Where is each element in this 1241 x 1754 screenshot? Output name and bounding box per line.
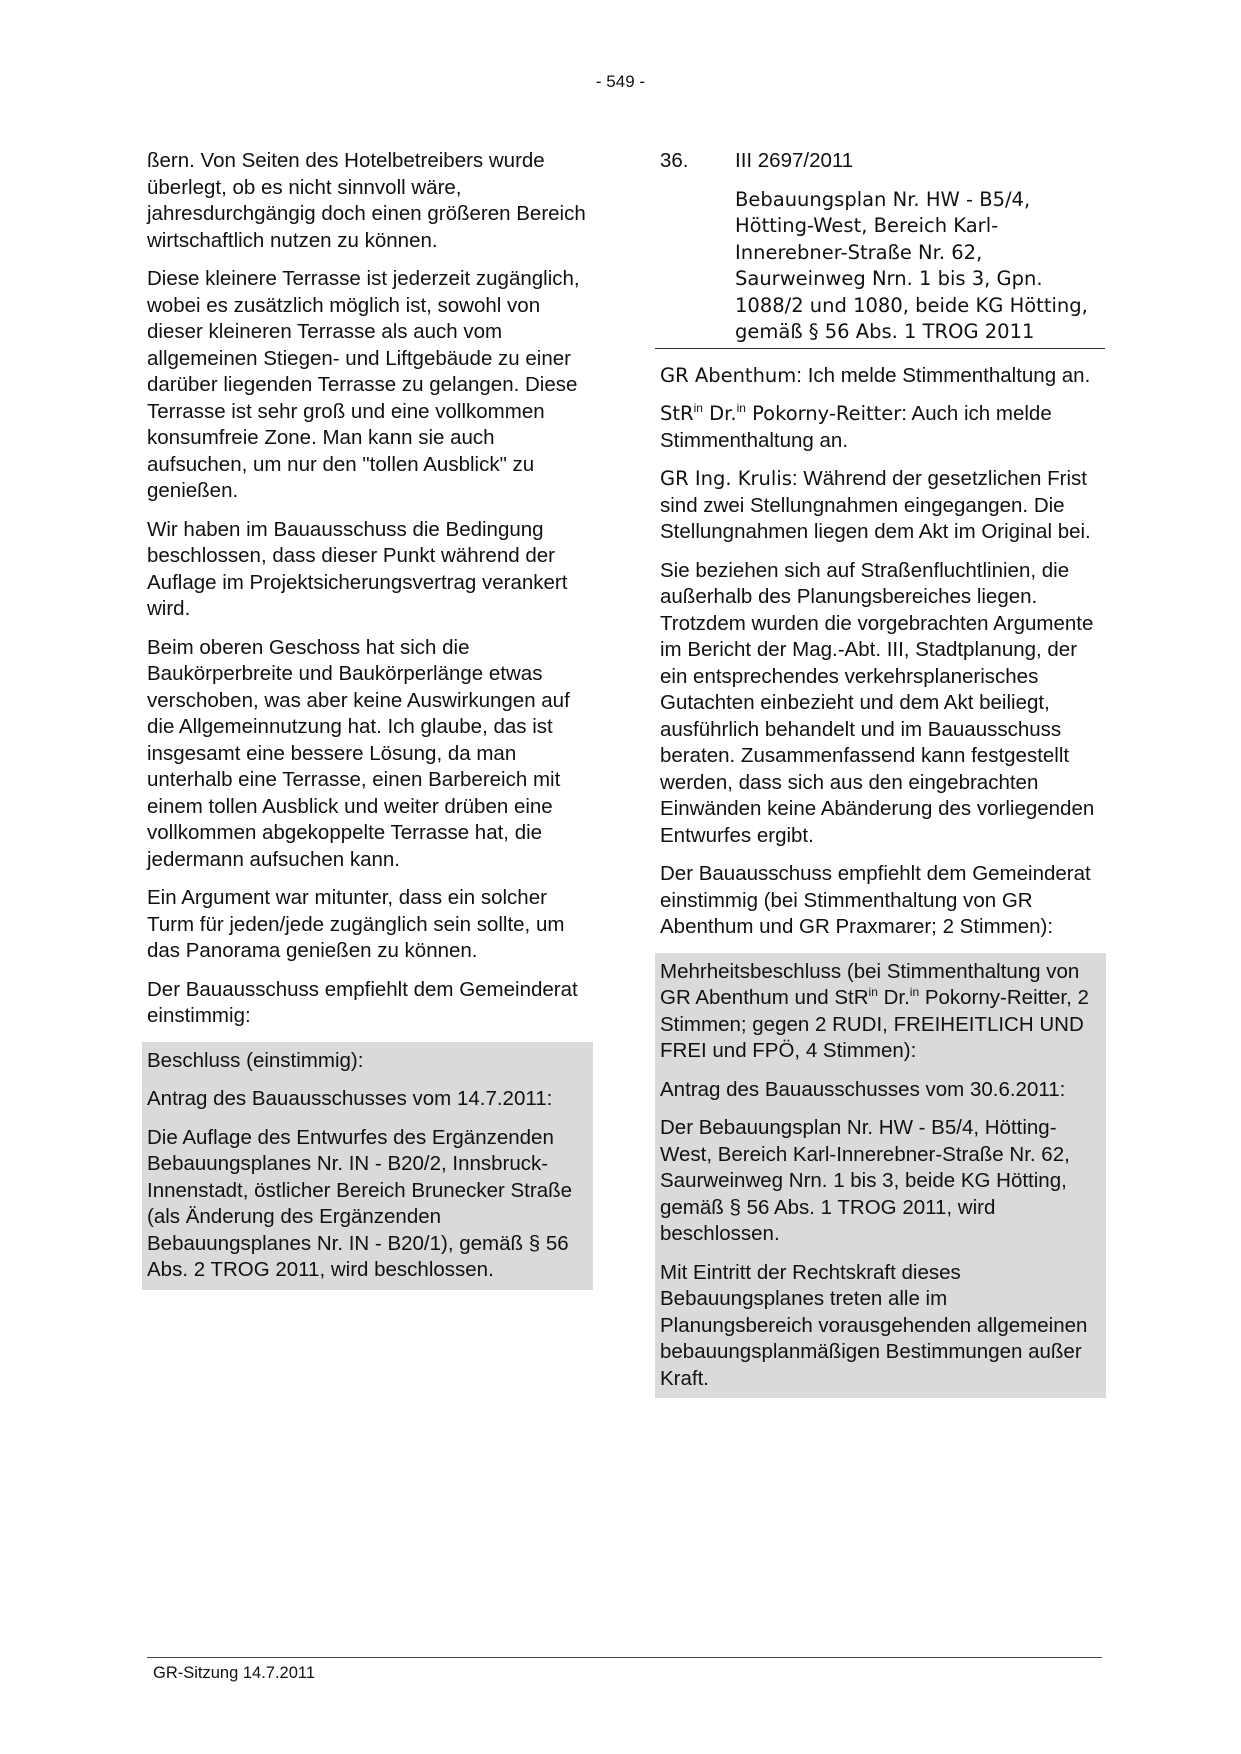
speech	[660, 363, 1100, 390]
resolution-title-part: Mehrheitsbeschluss (bei Stimmenthaltung von GR Abenthum und StR	[660, 959, 1080, 1009]
speech-text: : Auch ich melde Stimmenthaltung an.	[660, 402, 1052, 452]
superscript: in	[909, 985, 920, 1000]
left-column	[147, 148, 587, 1290]
footer-text: GR-Sitzung 14.7.2011	[153, 1664, 316, 1682]
divider	[655, 348, 1105, 349]
resolution-title	[660, 959, 1100, 1065]
resolution-text: Mit Eintritt der Rechtskraft dieses Bebauungsplanes treten alle im Planungsbereich vorausgehenden allgemeinen bebauungsplanmäßigen Bestimmungen außer Kraft.	[660, 1260, 1088, 1390]
superscript: in	[693, 401, 703, 416]
paragraph: Wir haben im Bauausschuss die Bedingung beschlossen, dass dieser Punkt während der Auflage im Projektsicherungsvertrag verankert wird.	[147, 517, 568, 620]
speech	[660, 401, 1100, 454]
resolution-title: Beschluss (einstimmig):	[147, 1048, 364, 1072]
agenda-item-title: Bebauungsplan Nr. HW - B5/4, Hötting-West, Bereich Karl-Innerebner-Straße Nr. 62, Saurweinweg Nrn. 1 bis 3, Gpn. 1088/2 und 1080, beide KG Hötting, gemäß § 56 Abs. 1 TROG 2011	[735, 187, 1088, 343]
agenda-item-header	[660, 148, 1100, 175]
resolution-title-part: Pokorny-Reitter, 2 Stimmen; gegen 2 RUDI, FREIHEITLICH UND FREI und FPÖ, 4 Stimmen):	[660, 986, 1089, 1062]
speaker-name: GR Ing. Krulis	[660, 467, 792, 490]
page-number: - 549 -	[595, 72, 646, 91]
resolution-motion: Antrag des Bauausschusses vom 30.6.2011:	[660, 1077, 1066, 1101]
speech	[660, 466, 1100, 546]
superscript: in	[736, 401, 746, 416]
superscript: in	[868, 985, 878, 1000]
paragraph: Sie beziehen sich auf Straßenfluchtlinien, die außerhalb des Planungsbereiches liegen. Trotzdem wurden die vorgebrachten Argumente im Bericht der Mag.-Abt. III, Stadtplanung, der ein entsprechendes verkehrsplanerisches Gutachten einbezieht und dem Akt beiliegt, ausführlich behandelt und im Bauausschuss beraten. Zusammenfassend kann festgestellt werden, dass sich aus den eingebrachten Einwänden keine Abänderung des vorliegenden Entwurfes ergibt.	[660, 558, 1095, 847]
resolution-title-part: Dr.	[877, 986, 910, 1009]
paragraph: ßern. Von Seiten des Hotelbetreibers wurde überlegt, ob es nicht sinnvoll wäre, jahresdurchgängig doch einen größeren Bereich wirtschaftlich nutzen zu können.	[147, 149, 586, 252]
speaker-title: StR	[660, 402, 694, 425]
speaker-name: GR Abenthum	[660, 363, 797, 387]
resolution-box	[655, 953, 1106, 1399]
resolution-box	[142, 1042, 593, 1290]
speech-text: : Ich melde Stimmenthaltung an.	[796, 363, 1091, 387]
paragraph: Der Bauausschuss empfiehlt dem Gemeinderat einstimmig (bei Stimmenthaltung von GR Abenthum und GR Praxmarer; 2 Stimmen):	[660, 862, 1091, 938]
speech-text: : Während der gesetzlichen Frist sind zwei Stellungnahmen eingegangen. Die Stellungnahmen liegen dem Akt im Original bei.	[660, 467, 1091, 543]
paragraph: Beim oberen Geschoss hat sich die Baukörperbreite und Baukörperlänge etwas verschoben, was aber keine Auswirkungen auf die Allgemeinnutzung hat. Ich glaube, das ist insgesamt eine bessere Lösung, da man unterhalb eine Terrasse, einen Barbereich mit einem tollen Ausblick und weiter drüben eine vollkommen abgekoppelte Terrasse hat, die jedermann aufsuchen kann.	[147, 635, 570, 871]
resolution-text: Der Bebauungsplan Nr. HW - B5/4, Hötting-West, Bereich Karl-Innerebner-Straße Nr. 62, Saurweinweg Nrn. 1 bis 3, beide KG Hötting, gemäß § 56 Abs. 1 TROG 2011, wird beschlossen.	[660, 1116, 1070, 1245]
agenda-item-number: 36.	[660, 149, 689, 172]
resolution-text: Die Auflage des Entwurfes des Ergänzenden Bebauungsplanes Nr. IN - B20/2, Innsbruck-Innenstadt, östlicher Bereich Brunecker Straße (als Änderung des Ergänzenden Bebauungsplanes Nr. IN - B20/1), gemäß § 56 Abs. 2 TROG 2011, wird beschlossen.	[147, 1125, 573, 1281]
paragraph: Ein Argument war mitunter, dass ein solcher Turm für jeden/jede zugänglich sein sollte, um das Panorama genießen zu können.	[147, 886, 565, 962]
speaker-title: Dr.	[702, 402, 737, 425]
paragraph: Diese kleinere Terrasse ist jederzeit zugänglich, wobei es zusätzlich möglich ist, sowohl von dieser kleineren Terrasse als auch vom allgemeinen Stiegen- und Liftgebäude zu einer darüber liegenden Terrasse zu gelangen. Diese Terrasse ist sehr groß und eine vollkommen konsumfreie Zone. Man kann sie auch aufsuchen, um nur den "tollen Ausblick" zu genießen.	[147, 267, 580, 502]
agenda-item-reference: III 2697/2011	[735, 149, 854, 172]
right-column	[660, 148, 1100, 1398]
footer-divider	[147, 1657, 1102, 1658]
paragraph: Der Bauausschuss empfiehlt dem Gemeinderat einstimmig:	[147, 977, 578, 1027]
speaker-name: Pokorny-Reitter	[745, 402, 902, 425]
resolution-motion: Antrag des Bauausschusses vom 14.7.2011:	[147, 1087, 553, 1110]
